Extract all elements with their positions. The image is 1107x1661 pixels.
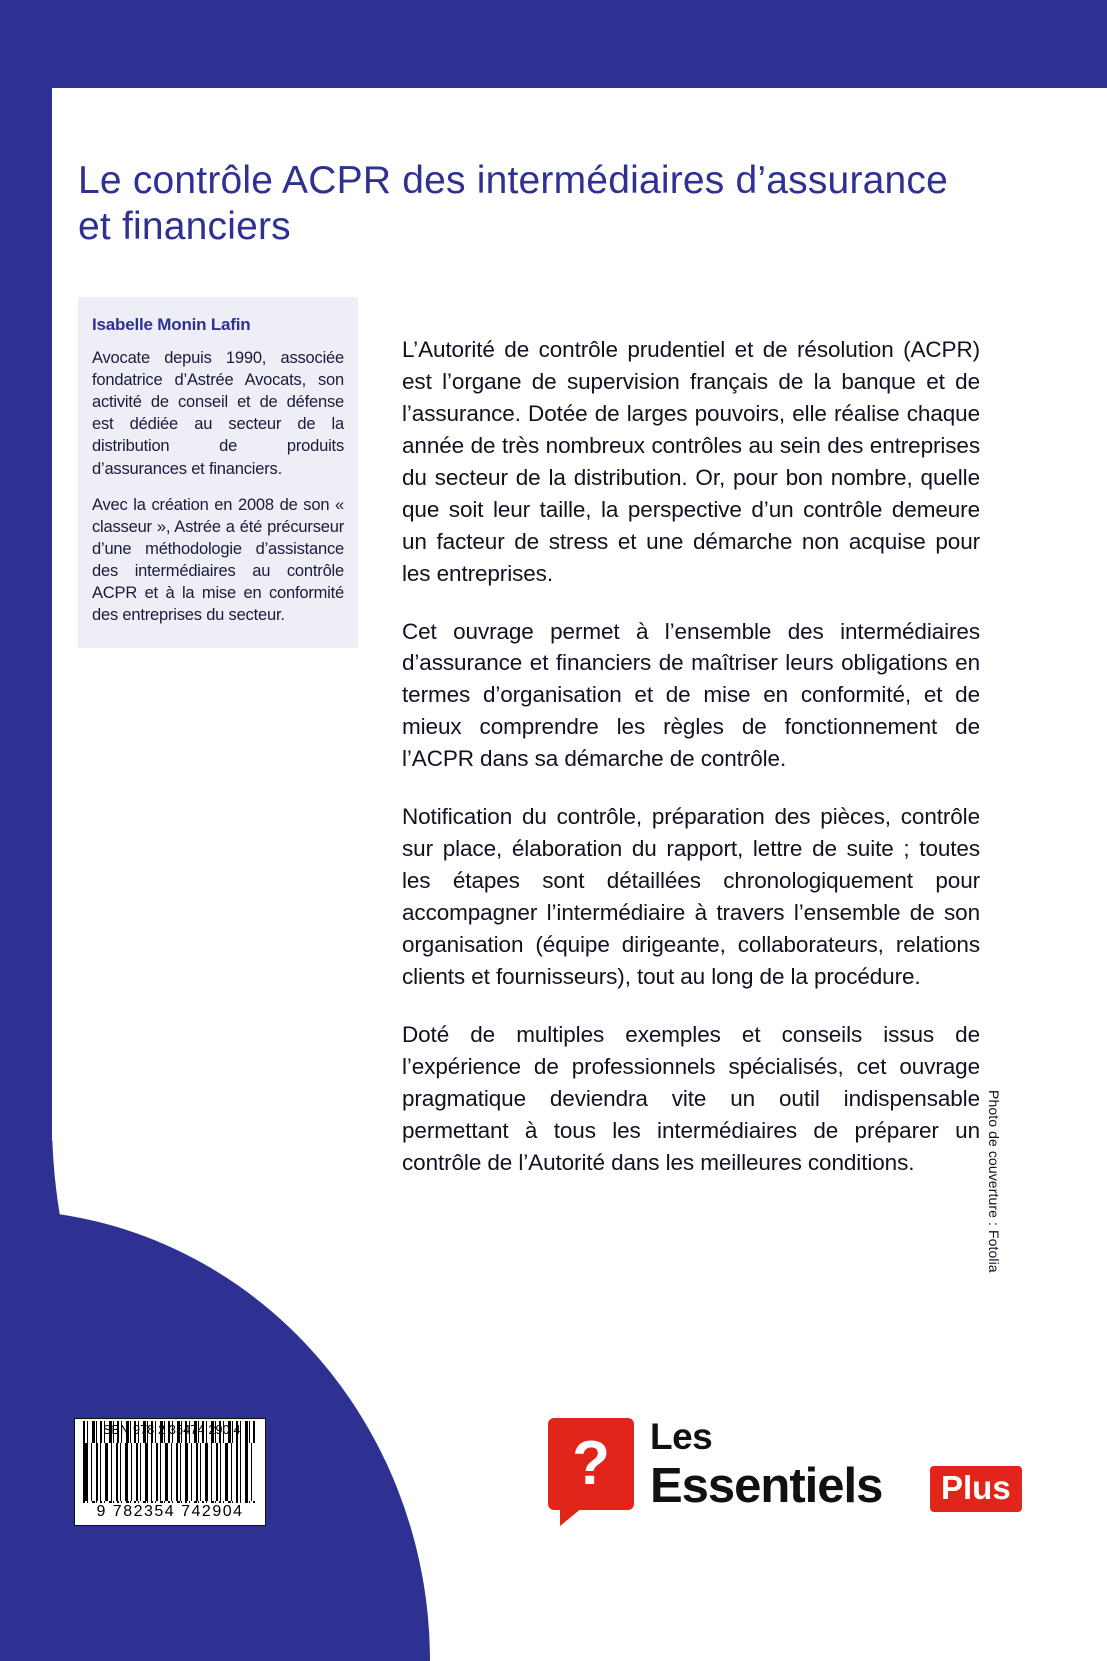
barcode <box>74 1418 266 1526</box>
author-bio-box <box>78 297 358 648</box>
blurb-paragraph: Cet ouvrage permet à l’ensemble des intermédiaires d’assurance et financiers de maîtriser leurs obligations en termes d’organisation et de mise en conformité, et de mieux comprendre les règles de fonctionnement de l’ACPR dans sa démarche de contrôle. <box>402 618 980 772</box>
logo-line-two: Essentiels <box>650 1459 883 1513</box>
isbn-text: ISBN 978 2 35474 290 4 <box>99 1423 241 1437</box>
author-bio-paragraph: Avec la création en 2008 de son « classeur », Astrée a été précurseur d’une méthodologie d’assistance des intermédiaires au contrôle ACPR et à la mise en conformité des entreprises du secteur. <box>92 495 344 625</box>
publisher-logo <box>548 1414 1011 1532</box>
barcode-bars-lower <box>85 1443 255 1501</box>
author-bio-paragraph: Avocate depuis 1990, associée fondatrice d’Astrée Avocats, son activité de conseil et de défense est dédiée au secteur de la distribution de produits d’assurances et financiers. <box>92 349 344 478</box>
blurb-text-column <box>402 334 980 1179</box>
logo-line-one: Les <box>650 1416 713 1457</box>
photo-credit: Photo de couverture : Fotolia <box>986 1090 1002 1273</box>
speech-bubble-icon <box>548 1418 634 1510</box>
author-name: Isabelle Monin Lafin <box>92 315 251 334</box>
logo-badge-plus: Plus <box>930 1466 1022 1512</box>
barcode-digits: 9 782354 742904 <box>96 1503 244 1520</box>
question-mark-glyph: ? <box>572 1429 610 1498</box>
blurb-paragraph: Notification du contrôle, préparation des pièces, contrôle sur place, élaboration du rapport, lettre de suite ; toutes les étapes sont détaillées chronologiquement pour accompagner l’intermédiaire à travers l’ensemble de son organisation (équipe dirigeante, collaborateurs, relations clients et fournisseurs), tout au long de la procédure. <box>402 804 980 989</box>
blurb-paragraph: Doté de multiples exemples et conseils issus de l’expérience de professionnels spécialisés, cet ouvrage pragmatique deviendra vite un outil indispensable permettant à tous les intermédiaires de préparer un contrôle de l’Autorité dans les meilleures conditions. <box>402 1021 980 1175</box>
blurb-paragraph: L’Autorité de contrôle prudentiel et de résolution (ACPR) est l’organe de supervision français de la banque et de l’assurance. Dotée de larges pouvoirs, elle réalise chaque année de très nombreux contrôles au sein des entreprises du secteur de la distribution. Or, pour bon nombre, quelle que soit leur taille, la perspective d’un contrôle demeure un facteur de stress et une démarche non acquise pour les entreprises. <box>402 337 980 586</box>
page-title: Le contrôle ACPR des intermédiaires d’assurance et financiers <box>78 159 949 249</box>
